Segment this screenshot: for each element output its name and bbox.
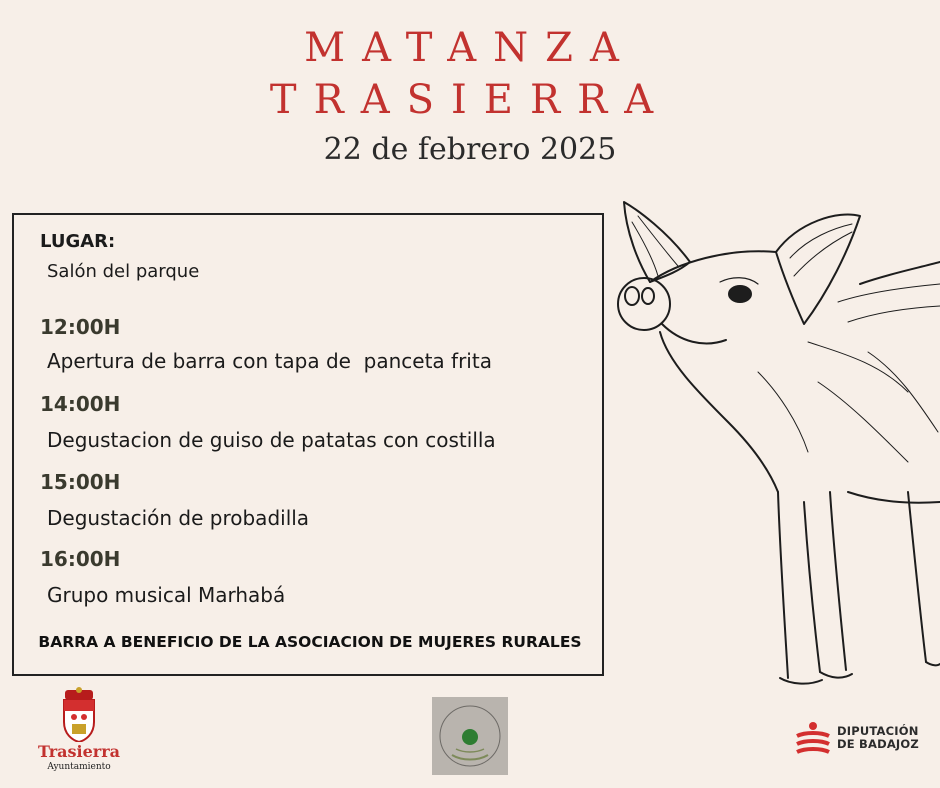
- schedule-box: [12, 213, 604, 676]
- association-logo: [432, 697, 508, 775]
- town-name: Trasierra: [37, 742, 121, 761]
- town-subtitle: Ayuntamiento: [47, 762, 111, 772]
- place-label: LUGAR:: [40, 231, 116, 252]
- diputacion-line1: DIPUTACIÓN: [837, 724, 919, 738]
- place-value: Salón del parque: [47, 261, 200, 282]
- schedule-text: Grupo musical Marhabá: [47, 583, 286, 607]
- event-title-line2: TRASIERRA: [269, 77, 671, 123]
- schedule-time: 12:00H: [40, 315, 121, 339]
- schedule-text: Degustacion de guiso de patatas con costilla: [47, 428, 496, 452]
- diputacion-badajoz-logo: [793, 720, 923, 760]
- schedule-time: 14:00H: [40, 392, 121, 416]
- event-date: 22 de febrero 2025: [323, 132, 617, 167]
- schedule-time: 16:00H: [40, 547, 121, 571]
- diputacion-text: [837, 725, 919, 750]
- pig-illustration: [608, 192, 940, 702]
- association-emblem-icon: [432, 697, 508, 775]
- diputacion-line2: DE BADAJOZ: [837, 736, 919, 751]
- coat-of-arms-icon: [34, 686, 124, 742]
- event-title-line1: MATANZA: [304, 25, 636, 71]
- schedule-text: Apertura de barra con tapa de panceta frita: [47, 349, 492, 373]
- charity-note: BARRA A BENEFICIO DE LA ASOCIACION DE MUJERES RURALES: [38, 633, 582, 651]
- schedule-text: Degustación de probadilla: [47, 506, 310, 530]
- diputacion-emblem-icon: [793, 720, 833, 756]
- trasierra-town-logo: [34, 686, 124, 778]
- schedule-time: 15:00H: [40, 470, 121, 494]
